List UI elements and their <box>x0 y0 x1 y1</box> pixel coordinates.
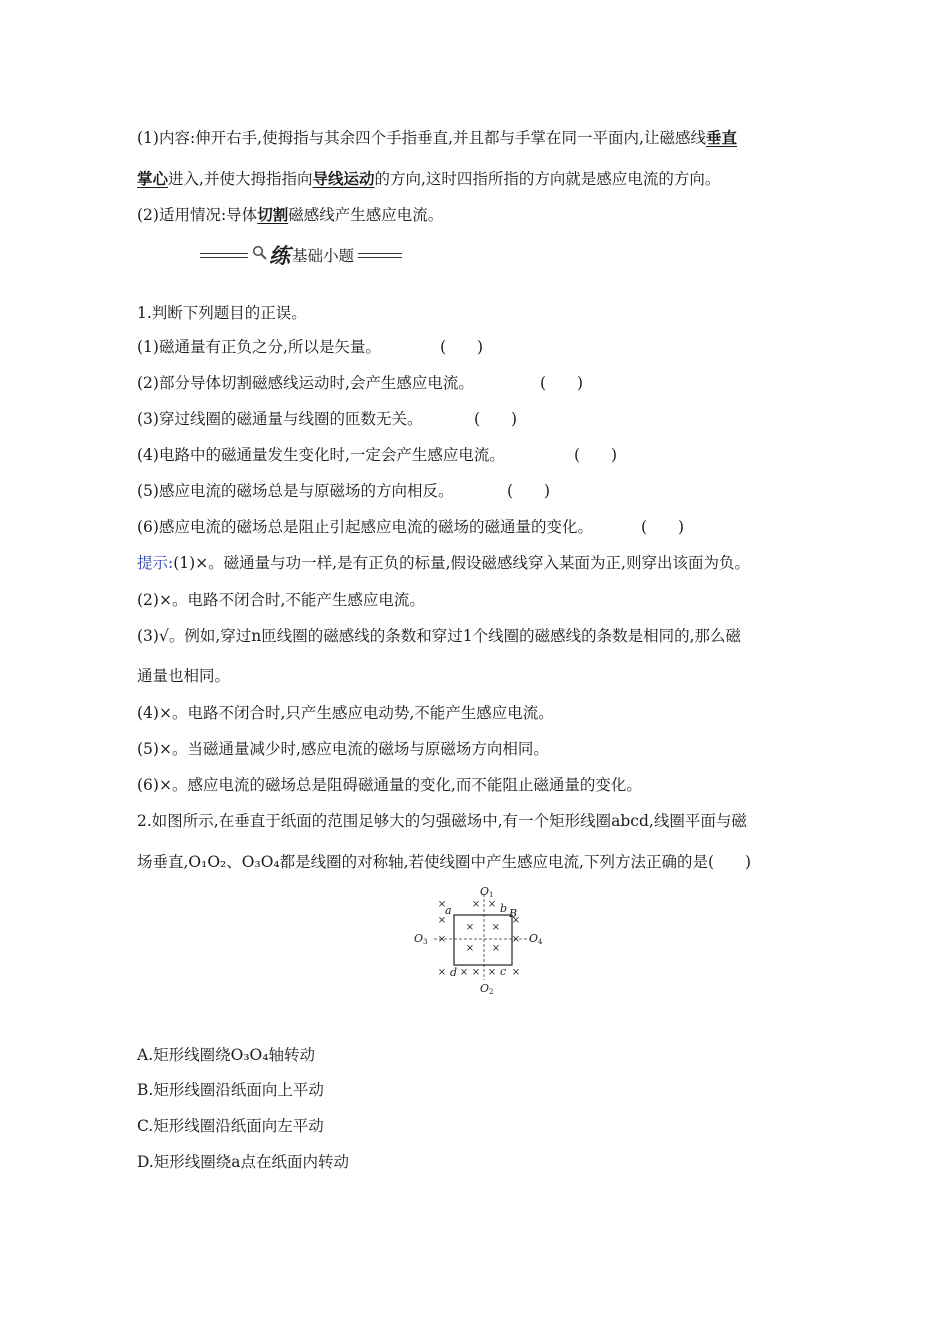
section-mark: 练 <box>269 243 290 268</box>
axis-label-o4: O4 <box>529 932 543 946</box>
hint-text: (1)×。磁通量与功一样,是有正负的标量,假设磁感线穿入某面为正,则穿出该面为负。 <box>173 554 750 572</box>
intro-line-3 <box>137 205 443 225</box>
option-c: C.矩形线圈沿纸面向左平动 <box>137 1117 324 1135</box>
hint-label: 提示: <box>137 554 174 572</box>
q1-item-3 <box>137 409 518 429</box>
intro-text: (2)适用情况:导体 <box>137 206 258 224</box>
keyword-conductor-motion: 导线运动 <box>312 169 375 188</box>
q1-item-5 <box>137 481 551 501</box>
magnetic-field-figure <box>412 884 548 996</box>
heading-rule-right <box>358 253 402 258</box>
q1-item-6 <box>137 517 685 537</box>
corner-label-b: b <box>500 902 508 915</box>
field-cross: × <box>491 943 501 954</box>
hint-line-6: (5)×。当磁通量减少时,感应电流的磁场与原磁场方向相同。 <box>137 740 549 758</box>
corner-label-a: a <box>445 904 452 917</box>
field-cross: × <box>511 915 521 926</box>
item-text: (6)感应电流的磁场总是阻止引起感应电流的磁场的磁通量的变化。 <box>137 518 593 536</box>
q1-item-1 <box>137 337 484 357</box>
option-b: B.矩形线圈沿纸面向上平动 <box>137 1081 324 1099</box>
field-cross: × <box>465 943 475 954</box>
item-text: (3)穿过线圈的磁通量与线圈的匝数无关。 <box>137 410 423 428</box>
corner-label-d: d <box>450 966 458 979</box>
hint-line-4: 通量也相同。 <box>137 667 231 685</box>
field-cross: × <box>511 934 521 945</box>
corner-label-c: c <box>500 965 507 978</box>
hint-line-7: (6)×。感应电流的磁场总是阻碍磁通量的变化,而不能阻止磁通量的变化。 <box>137 776 642 794</box>
axis-label-o3: O3 <box>414 932 428 946</box>
field-cross: × <box>437 934 447 945</box>
field-cross: × <box>437 899 447 910</box>
field-cross: × <box>437 915 447 926</box>
intro-text: 进入,并使大拇指指向 <box>168 170 313 188</box>
intro-line-1 <box>137 128 737 148</box>
keyword-cut: 切割 <box>257 205 289 224</box>
item-text: (5)感应电流的磁场总是与原磁场的方向相反。 <box>137 482 454 500</box>
item-text: (1)磁通量有正负之分,所以是矢量。 <box>137 338 381 356</box>
q1-item-2 <box>137 373 584 393</box>
magnifier-icon <box>252 245 268 265</box>
field-cross: × <box>511 967 521 978</box>
field-label-b: B <box>509 907 518 920</box>
field-cross: × <box>487 967 497 978</box>
coil-rectangle <box>454 915 512 965</box>
field-cross: × <box>471 899 481 910</box>
option-d: D.矩形线圈绕a点在纸面内转动 <box>137 1153 350 1171</box>
answer-paren: ( ) <box>540 374 584 392</box>
keyword-perpendicular: 垂直 <box>705 128 737 147</box>
field-cross: × <box>437 967 447 978</box>
heading-rule-left <box>200 253 248 258</box>
item-text: (2)部分导体切割磁感线运动时,会产生感应电流。 <box>137 374 474 392</box>
hint-line-1 <box>137 553 750 573</box>
answer-paren: ( ) <box>641 518 685 536</box>
q2-stem-line-2: 场垂直,O₁O₂、O₃O₄都是线圈的对称轴,若使线圈中产生感应电流,下列方法正确的是( ) <box>137 853 752 871</box>
answer-paren: ( ) <box>574 446 618 464</box>
field-cross: × <box>491 922 501 933</box>
hint-line-3: (3)√。例如,穿过n匝线圈的磁感线的条数和穿过1个线圈的磁感线的条数是相同的,那么磁 <box>137 627 742 645</box>
axis-label-o1: O1 <box>480 885 494 899</box>
q1-stem: 1.判断下列题目的正误。 <box>137 304 307 322</box>
field-cross: × <box>459 967 469 978</box>
field-cross: × <box>487 899 497 910</box>
q1-item-4 <box>137 445 618 465</box>
q2-stem-line-1: 2.如图所示,在垂直于纸面的范围足够大的匀强磁场中,有一个矩形线圈abcd,线圈平面与磁 <box>137 812 747 830</box>
answer-paren: ( ) <box>507 482 551 500</box>
field-cross: × <box>471 967 481 978</box>
intro-text: (1)内容:伸开右手,使拇指与其余四个手指垂直,并且都与手掌在同一平面内,让磁感线 <box>137 129 706 147</box>
option-a: A.矩形线圈绕O₃O₄轴转动 <box>137 1046 315 1064</box>
intro-line-2 <box>137 169 720 189</box>
field-cross: × <box>465 922 475 933</box>
answer-paren: ( ) <box>474 410 518 428</box>
item-text: (4)电路中的磁通量发生变化时,一定会产生感应电流。 <box>137 446 505 464</box>
coil-diagram <box>412 884 548 996</box>
intro-text: 磁感线产生感应电流。 <box>288 206 444 224</box>
hint-line-2: (2)×。电路不闭合时,不能产生感应电流。 <box>137 591 425 609</box>
hint-line-5: (4)×。电路不闭合时,只产生感应电动势,不能产生感应电流。 <box>137 704 554 722</box>
section-title: 基础小题 <box>292 247 355 265</box>
intro-text: 的方向,这时四指所指的方向就是感应电流的方向。 <box>374 170 721 188</box>
answer-paren: ( ) <box>440 338 484 356</box>
keyword-palm: 掌心 <box>137 169 169 188</box>
section-heading <box>200 242 402 268</box>
axis-label-o2: O2 <box>480 982 494 996</box>
